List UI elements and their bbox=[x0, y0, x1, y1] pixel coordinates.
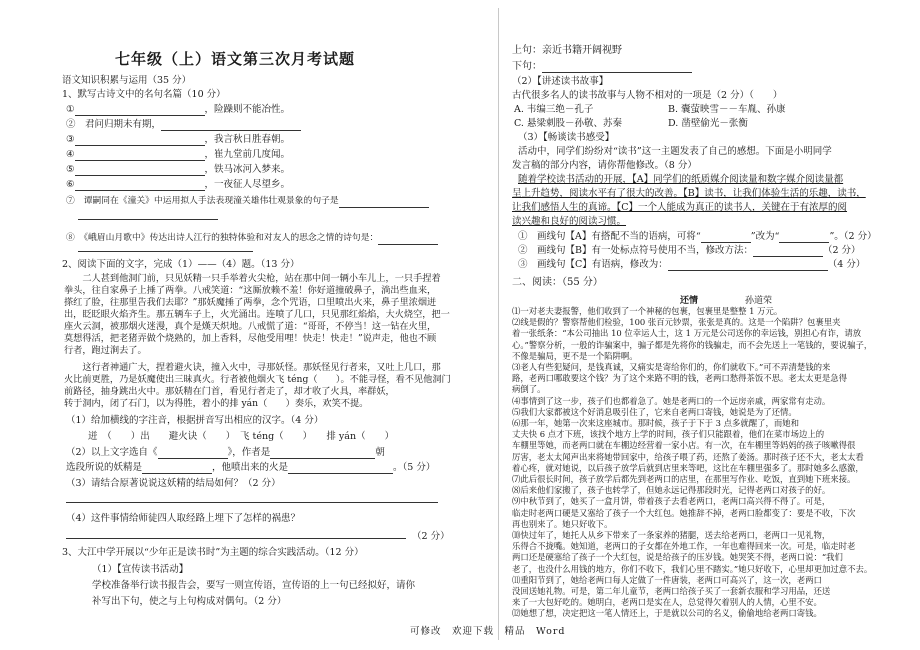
option-a: A. 韦编三绝－孔子 bbox=[514, 104, 594, 115]
page-title: 七年级（上）语文第三次月考试题 bbox=[114, 50, 355, 68]
q3-sub-1: （1）【宣传读书活动】 bbox=[92, 564, 189, 575]
q3-sub-2-text: 古代很多名人的读书故事与人物不相对的一项是（2 分）（ ） bbox=[512, 90, 783, 101]
essay-line: 着一张纸条：“本公司抽出 10 位幸运人士，这 1 万元是公司送你的幸运钱，别担心有诈，请放 bbox=[512, 328, 862, 339]
q1-item-2: ② 君问归期未有期， bbox=[66, 118, 301, 131]
q3-sub-1-text-1: 学校准备举行读书报告会，要写一则宣传语，宣传语的上一句已经拟好，请你 bbox=[92, 580, 416, 591]
question-3-title: 3、大江中学开展以“少年正是读书时”为主题的综合实践活动。（12 分） bbox=[62, 547, 364, 558]
essay-line: 丈夫快 6 点才下班，该找个地方上学的时间，孩子们只能跟着，他们在菜市场边上的 bbox=[512, 429, 825, 440]
q1-item-1: ① ，险躁则不能冶性。 bbox=[66, 104, 291, 115]
essay-line: ⑴一对老夫妻报警，他们收到了一个神秘的包裹，包裹里是整整 1 万元。 bbox=[512, 306, 783, 316]
fix-2: ② 画线句【B】有一处标点符号使用不当，修改方法： （2 分） bbox=[518, 245, 861, 256]
essay-line: 路，老两口哪敢要这个钱？为了这个来路不明的钱，老两口愁得茶饭不思。老太太更是急得 bbox=[512, 373, 847, 384]
option-d: D. 凿壁偷光－张衡 bbox=[668, 118, 748, 129]
footer-note: 可修改 欢迎下载 精品 Word bbox=[410, 626, 566, 637]
essay-line: ⑺此后很长时间，孩子放学后都先到老两口的店里，在那里写作业、吃饭，直到她下班来接。 bbox=[512, 474, 856, 484]
exam-page: 七年级（上）语文第三次月考试题 语文知识积累与运用（35 分） 1、默写古诗文中的名句名篇（10 分） ① ，险躁则不能冶性。 ② 君问归期未有期， ③ ，我言秋日胜春朝。 ④ ，崔九堂前几度闻。 ⑤ ，铁马冰河入梦来。 ⑥ ，一夜征人尽望乡。 ⑦ 谭嗣同在《潼关》中运用拟人手法表现潼关雄伟壮观景象的句子是 ⑧ 《峨眉山月歌中》传达出诗人江行的独特体验和对友人的思念之情的诗句是： 2、阅读下面的文字，完成（1）——（4）题。（13 分） 二人甚到他洞门前，只见妖精一只手举着火尖枪，站在那中间一辆小车儿上，一只手捏着 拳头，往自家鼻子上捶了两拳。八戒笑道：“这厮放赖不羞！你好道撞破鼻子，淌出些血来， 搽红了脸，往那里告我们去耶？”那妖魔捶了两拳，念个咒语，口里喷出火来，鼻子里浓烟迸 出，眨眨眼火焰齐生。那五辆车子上，火光涌出。连喷了几口，只见那红焰焰，大火烧空，把一 座火云洞，被那烟火迷漫，真个是熯天炽地。八戒慌了道：“哥哥，不停当！这一钻在火里， 莫想得活，把老猪弄做个烧熟的，加上香料，尽他受用哩！快走！快走！”说声走，他也不顾 行者，跑过涧去了。 这行者神通广大，捏着避火诀，撞入火中，寻那妖怪。那妖怪见行者来，又吐上几口，那 火比前更胜，乃是妖魔使出三昧真火。行者被他烟火飞 téng（ ）。不能寻怪，看不见他洞门 前路径，抽身跳出火中。那妖精在门首，看见行者走了，却才收了火具，率群妖， 转于洞内，闭了石门，以为得胜，着小的排 yán（ ）奏乐，欢笑不提。 （1）给加横线的字注音，根据拼音写出相应的汉字。（4 分） 迸 （ ）出 避火诀（ ） 飞 téng（ ） 排 yán（ ） （2）以上文字选自《 》，作者是 朝 选段所说的妖精是 ，他喷出来的火是 。（5 分） （3）请结合原著说说这妖精的结局如何？（2 分） （4）这件事情给师徒四人取经路上埋下了怎样的祸患？ （2 分） 3、大江中学开展以“少年正是读书时”为主题的综合实践活动。（12 分） （1）【宣传读书活动】 学校准备举行读书报告会，要写一则宣传语，宣传语的上一句已经拟好，请你 补写出下句，使之与上句构成对偶句。（2 分） 上句：亲近书籍开阔视野 下句： （2）【讲述读书故事】 古代很多名人的读书故事与人物不相对的一项是（2 分）（ ） A. 韦编三绝－孔子 B. 囊萤映雪－－车胤、孙康 C. 悬梁刺股－孙敬、苏秦 D. 凿壁偷光－张衡 （3）【畅谈读书感受】 活动中，同学们纷纷对“读书”这一主题发表了自己的感想。下面是小明同学 发言稿的部分内容，请你帮他修改。（8 分） 随着学校读书活动的开展，【A】同学们的纸质媒介阅读量和数字媒介阅读量都 呈上升趋势，阅读水平有了很大的改善。【B】读书，让我们体验生活的乐趣，读书， 让我们感悟人生的真谛。【C】一个人能成为真正的读书人，关键在于有浓厚的阅 读兴趣和良好的阅读习惯。 ① 画线句【A】有搭配不当的语病，可将“ ”改为“ ”。（2 分） ② 画线句【B】有一处标点符号使用不当，修改方法： （2 分） ③ 画线句【C】有语病，修改为： （4 分） 二、阅读：（55 分） 还情 孙道荣 ⑴一对老夫妻报警，他们收到了一个神秘的包裹，包裹里是整整 1 万元。 ⑵线是假的？警察帮他们检验，100 张百元钞票，张张是真的。这是一个陷阱？包裹里夹 着一张纸条：“本公司抽出 10 位幸运人士，这 1 万元是公司送你的幸运钱，别担心有诈，请放 心。”警察分析，一般的诈骗案中，骗子都是先将你的钱骗走，而不会先送上一笔钱的，要说骗子， 不像是骗局，更不是一个陷阱啊。 ⑶老人有些犯疑问，是钱真诚，又痛实是寄给你们的，你们就收下。”可不弄清楚钱的来 路，老两口哪敢要这个钱？为了这个来路不明的钱，老两口愁得茶饭不思。老太太更是急得 病倒了。 ⑷事情到了这一步，孩子们也都着急了。她是老两口的一个远房亲戚，两家常有走动。 ⑸我们大家都被这个好消息吸引住了，它来自老两口寄钱，她说是为了还情。 ⑹那一年，她第一次来这座城市。那时候，孩子于下于 3 点多就醒了，而她和 丈夫快 6 点才下班，该找个地方上学的时间，孩子们只能跟着，他们在菜市场边上的 车棚里等她，而老两口就在车棚边经营着一家小店。有一次，在车棚里等妈妈的孩子咳嗽得很 厉害，老太太闻声出来将她带回家中，给孩子喂了药，还熬了姜汤。那时孩子还不大，老太太看 着心疼，就对她说，以后孩子放学后就到店里来等吧，这比在车棚里强多了。那时她多么感激， ⑺此后很长时间，孩子放学后都先到老两口的店里，在那里写作业、吃饭，直到她下班来接。 ⑻后来他们家搬了，孩子也转学了，但她永远记得那段时光，记得老两口对孩子的好。 ⑼中秋节到了，她买了一盒月饼，带着孩子去看老两口，老两口高兴得不得了。可是， 临走时老两口硬是又塞给了孩子一个大红包。她推辞不掉，老两口脸都变了：要是不收，下次 再也别来了。她只好收下。 ⑽快过年了，她托人从乡下带来了一条家养的猪腿，送去给老两口，老两口一见礼物， 乐得合不拢嘴。她知道，老两口的子女都在外地工作，一年也难得回来一次。可是，临走时老 两口还是硬塞给了孩子一个大红包，说是给孩子的压岁钱。她哭笑不得，老两口说：“我们 老了，也没什么用钱的地方，你们不收下，我们心里不踏实。”她只好收下，心里却更加过意不去。 ⑾重阳节到了，她给老两口每人定做了一件唐装，老两口可高兴了，这一次，老两口 没回送她礼物。可是，第二年儿童节，老两口给孩子买了一套新衣服和学习用品，还送 来了一大包好吃的。她明白，老两口是实在人，总觉得欠着别人的人情，心里不安。 ⑿她想了想，决定把这一笔人情还上，于是就以公司的名义，偷偷地给老两口寄钱。 可修改 欢迎下载 精品 Word bbox=[0, 0, 920, 650]
upper-line: 上句：亲近书籍开阔视野 bbox=[512, 45, 622, 56]
essay-line: ⑵线是假的？警察帮他们检验，100 张百元钞票，张张是真的。这是一个陷阱？包裹里夹 bbox=[512, 317, 841, 328]
essay-line: ⑶老人有些犯疑问，是钱真诚，又痛实是寄给你们的，你们就收下。”可不弄清楚钱的来 bbox=[512, 362, 831, 372]
option-c: C. 悬梁刺股－孙敬、苏秦 bbox=[514, 118, 622, 129]
q3-sub-3-text-5: 让我们感悟人生的真谛。【C】一个人能成为真正的读书人，关键在于有浓厚的阅 bbox=[512, 202, 848, 213]
column-divider bbox=[498, 8, 499, 640]
essay-author: 孙道荣 bbox=[745, 296, 773, 306]
essay-line: ⑽快过年了，她托人从乡下带来了一条家养的猪腿，送去给老两口，老两口一见礼物， bbox=[512, 530, 831, 540]
q2-sub-1-pinyin-line: 迸 （ ）出 避火诀（ ） 飞 téng（ ） 排 yán（ ） bbox=[88, 431, 395, 442]
q2-sub-4: （4）这件事情给师徒四人取经路上埋下了怎样的祸患？ bbox=[66, 513, 301, 524]
q1-item-3: ③ ，我言秋日胜春朝。 bbox=[66, 134, 291, 145]
essay-line: 再也别来了。她只好收下。 bbox=[512, 518, 613, 529]
q1-item-8: ⑧ 《峨眉山月歌中》传达出诗人江行的独特体验和对友人的思念之情的诗句是： bbox=[66, 232, 438, 245]
q3-sub-3-text-1: 活动中，同学们纷纷对“读书”这一主题发表了自己的感想。下面是小明同学 bbox=[518, 146, 832, 157]
q3-sub-3-text-4: 呈上升趋势，阅读水平有了很大的改善。【B】读书，让我们体验生活的乐趣，读书， bbox=[512, 188, 866, 199]
q2-sub-3: （3）请结合原著说说这妖精的结局如何？（2 分） bbox=[66, 478, 281, 489]
essay-line: 来了一大包好吃的。她明白，老两口是实在人，总觉得欠着别人的人情，心里不安。 bbox=[512, 597, 822, 608]
q2-sub-3-answer-line bbox=[66, 502, 438, 503]
q3-sub-1-text-2: 补写出下句，使之与上句构成对偶句。（2 分） bbox=[92, 596, 287, 607]
option-b: B. 囊萤映雪－－车胤、孙康 bbox=[668, 104, 786, 115]
essay-line: ⑿她想了想，决定把这一笔人情还上，于是就以公司的名义，偷偷地给老两口寄钱。 bbox=[512, 608, 822, 619]
essay-line: 病倒了。 bbox=[512, 384, 546, 395]
q1-item-4: ④ ，崔九堂前几度闻。 bbox=[66, 149, 291, 160]
fix-1: ① 画线句【A】有搭配不当的语病，可将“ ”改为“ ”。（2 分） bbox=[518, 231, 877, 242]
q3-sub-3-text-6: 读兴趣和良好的阅读习惯。 bbox=[512, 216, 627, 227]
essay-line: ⑸我们大家都被这个好消息吸引住了，它来自老两口寄钱，她说是为了还情。 bbox=[512, 406, 797, 417]
fix-3: ③ 画线句【C】有语病，修改为： （4 分） bbox=[518, 259, 866, 270]
essay-line: ⑼中秋节到了，她买了一盒月饼，带着孩子去看老两口，老两口高兴得不得了。可是， bbox=[512, 496, 831, 507]
essay-line: 厉害，老太太闻声出来将她带回家中，给孩子喂了药，还熬了姜汤。那时孩子还不大，老太太看 bbox=[512, 451, 864, 462]
q3-sub-3-text-2: 发言稿的部分内容，请你帮他修改。（8 分） bbox=[512, 160, 697, 171]
lower-line: 下句： bbox=[512, 60, 692, 73]
question-2-title: 2、阅读下面的文字，完成（1）——（4）题。（13 分） bbox=[62, 259, 300, 270]
q1-item-5: ⑤ ，铁马冰河入梦来。 bbox=[66, 164, 291, 175]
q2-sub-2-line-1: （2）以上文字选自《 》，作者是 朝 bbox=[66, 447, 385, 458]
essay-line: 乐得合不拢嘴。她知道，老两口的子女都在外地工作，一年也难得回来一次。可是，临走时老 bbox=[512, 541, 856, 552]
q2-sub-4-score: （2 分） bbox=[412, 531, 450, 542]
essay-line: ⑹那一年，她第一次来这座城市。那时候，孩子于下于 3 点多就醒了，而她和 bbox=[512, 418, 800, 428]
essay-line: ⑷事情到了这一步，孩子们也都着急了。她是老两口的一个远房亲戚，两家常有走动。 bbox=[512, 395, 831, 406]
essay-line: 着心疼，就对她说，以后孩子放学后就到店里来等吧，这比在车棚里强多了。那时她多么感激， bbox=[512, 462, 864, 473]
q3-sub-3-text-3: 随着学校读书活动的开展，【A】同学们的纸质媒介阅读量和数字媒介阅读量都 bbox=[518, 174, 844, 185]
essay-line: 心。”警察分析，一般的诈骗案中，骗子都是先将你的钱骗走，而不会先送上一笔钱的，要说骗子， bbox=[512, 339, 873, 350]
essay-line: 车棚里等她，而老两口就在车棚边经营着一家小店。有一次，在车棚里等妈妈的孩子咳嗽得很 bbox=[512, 440, 856, 451]
q1-item-6: ⑥ ，一夜征人尽望乡。 bbox=[66, 179, 291, 190]
section-1-heading: 语文知识积累与运用（35 分） bbox=[62, 75, 192, 86]
q1-item-7-answer-line bbox=[78, 219, 218, 220]
question-1-title: 1、默写古诗文中的名句名篇（10 分） bbox=[62, 89, 226, 100]
q2-sub-4-answer-line bbox=[66, 538, 406, 539]
q1-item-7: ⑦ 谭嗣同在《潼关》中运用拟人手法表现潼关雄伟壮观景象的句子是 bbox=[66, 195, 429, 208]
reading-heading: 二、阅读：（55 分） bbox=[512, 277, 603, 288]
q1-item-8-answer-line bbox=[78, 251, 253, 252]
essay-line: 老了，也没什么用钱的地方，你们不收下，我们心里不踏实。”她只好收下，心里却更加过意不去。 bbox=[512, 563, 873, 574]
essay-title: 还情 bbox=[680, 296, 699, 306]
essay-line: 临走时老两口硬是又塞给了孩子一个大红包。她推辞不掉，老两口脸都变了：要是不收，下次 bbox=[512, 507, 856, 518]
essay-line: ⑾重阳节到了，她给老两口每人定做了一件唐装，老两口可高兴了，这一次，老两口 bbox=[512, 574, 822, 585]
essay-line: ⑻后来他们家搬了，孩子也转学了，但她永远记得那段时光，记得老两口对孩子的好。 bbox=[512, 485, 831, 496]
q2-sub-2-line-2: 选段所说的妖精是 ，他喷出来的火是 。（5 分） bbox=[66, 462, 436, 473]
essay-line: 没回送她礼物。可是，第二年儿童节，老两口给孩子买了一套新衣服和学习用品，还送 bbox=[512, 586, 831, 596]
q3-sub-2: （2）【讲述读书故事】 bbox=[512, 76, 609, 87]
essay-line: 不像是骗局，更不是一个陷阱啊。 bbox=[512, 350, 638, 361]
essay-line: 两口还是硬塞给了孩子一个大红包，说是给孩子的压岁钱。她哭笑不得，老两口说：“我们 bbox=[512, 552, 843, 563]
q2-sub-1: （1）给加横线的字注音，根据拼音写出相应的汉字。（4 分） bbox=[66, 415, 324, 426]
q3-sub-3: （3）【畅谈读书感受】 bbox=[518, 132, 615, 143]
